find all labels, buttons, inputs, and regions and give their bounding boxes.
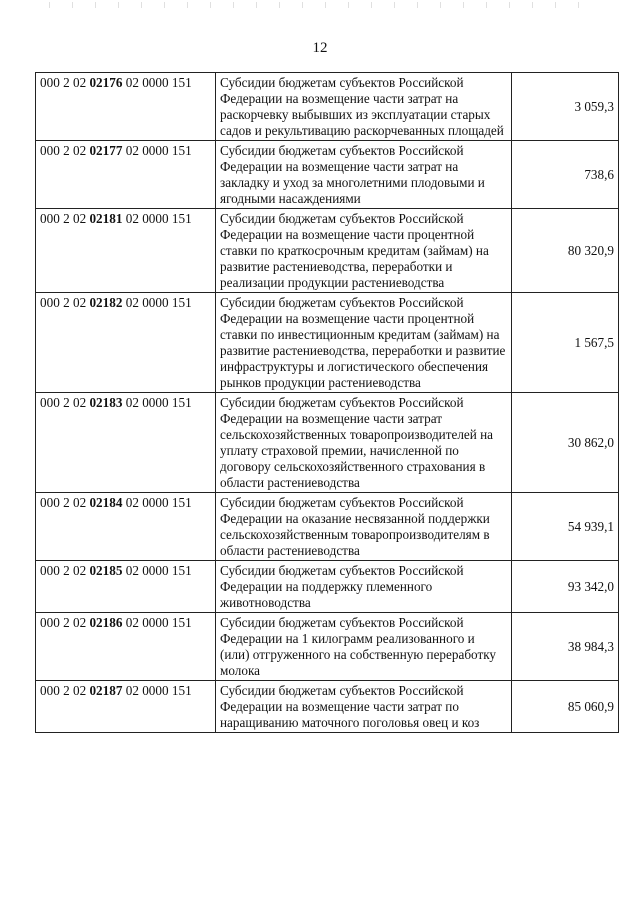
code-prefix: 000 2 02	[40, 615, 90, 630]
code-bold-part: 02176	[89, 75, 123, 90]
amount-cell: 738,6	[512, 141, 619, 209]
code-bold-part: 02183	[89, 395, 123, 410]
code-prefix: 000 2 02	[40, 211, 90, 226]
code-suffix: 02 0000 151	[122, 615, 192, 630]
table-row	[36, 209, 619, 293]
table-row	[36, 73, 619, 141]
code-prefix: 000 2 02	[40, 75, 90, 90]
amount-cell: 1 567,5	[512, 293, 619, 393]
code-bold-part: 02187	[89, 683, 123, 698]
table-row	[36, 293, 619, 393]
scan-artifact	[40, 2, 580, 8]
budget-code-cell	[36, 561, 216, 613]
budget-code-cell	[36, 681, 216, 733]
code-bold-part: 02181	[89, 211, 123, 226]
code-suffix: 02 0000 151	[122, 75, 192, 90]
amount-cell: 80 320,9	[512, 209, 619, 293]
code-prefix: 000 2 02	[40, 683, 90, 698]
code-suffix: 02 0000 151	[122, 683, 192, 698]
budget-code-cell	[36, 73, 216, 141]
table-row	[36, 681, 619, 733]
amount-cell: 85 060,9	[512, 681, 619, 733]
code-bold-part: 02186	[89, 615, 123, 630]
code-bold-part: 02184	[89, 495, 123, 510]
amount-cell: 3 059,3	[512, 73, 619, 141]
table-row	[36, 561, 619, 613]
table-row	[36, 141, 619, 209]
budget-code-cell	[36, 393, 216, 493]
subsidy-name-cell: Субсидии бюджетам субъектов Российской Федерации на 1 килограмм реализованного и (или) отгруженного на собственную переработку молока	[216, 613, 512, 681]
code-prefix: 000 2 02	[40, 495, 90, 510]
budget-code-cell	[36, 493, 216, 561]
code-suffix: 02 0000 151	[122, 143, 192, 158]
table-row	[36, 393, 619, 493]
amount-cell: 93 342,0	[512, 561, 619, 613]
budget-code-cell	[36, 141, 216, 209]
budget-code-cell	[36, 209, 216, 293]
subsidy-name-cell: Субсидии бюджетам субъектов Российской Федерации на возмещение части затрат сельскохозяйственных товаропроизводителей на уплату страховой премии, начисленной по договору сельскохозяйственного страхования в области растениеводства	[216, 393, 512, 493]
subsidy-name-cell: Субсидии бюджетам субъектов Российской Федерации на возмещение части процентной ставки по инвестиционным кредитам (займам) на развитие растениеводства, переработки и развитие инфраструктуры и логистического обеспечения рынков продукции растениеводства	[216, 293, 512, 393]
code-suffix: 02 0000 151	[122, 295, 192, 310]
code-suffix: 02 0000 151	[122, 395, 192, 410]
code-prefix: 000 2 02	[40, 295, 90, 310]
table-row	[36, 493, 619, 561]
subsidy-name-cell: Субсидии бюджетам субъектов Российской Федерации на возмещение части затрат на закладку и уход за многолетними плодовыми и ягодными насаждениями	[216, 141, 512, 209]
code-prefix: 000 2 02	[40, 563, 90, 578]
amount-cell: 38 984,3	[512, 613, 619, 681]
subsidy-name-cell: Субсидии бюджетам субъектов Российской Федерации на поддержку племенного животноводства	[216, 561, 512, 613]
code-bold-part: 02182	[89, 295, 123, 310]
subsidy-name-cell: Субсидии бюджетам субъектов Российской Федерации на возмещение части затрат по наращиванию маточного поголовья овец и коз	[216, 681, 512, 733]
subsidy-name-cell: Субсидии бюджетам субъектов Российской Федерации на возмещение части процентной ставки по краткосрочным кредитам (займам) на развитие растениеводства, переработки и реализации продукции растениеводства	[216, 209, 512, 293]
subsidy-name-cell: Субсидии бюджетам субъектов Российской Федерации на возмещение части затрат на раскорчевку выбывших из эксплуатации старых садов и рекультивацию раскорчеванных площадей	[216, 73, 512, 141]
code-suffix: 02 0000 151	[122, 495, 192, 510]
subsidy-name-cell: Субсидии бюджетам субъектов Российской Федерации на оказание несвязанной поддержки сельскохозяйственным товаропроизводителям в области растениеводства	[216, 493, 512, 561]
code-suffix: 02 0000 151	[122, 211, 192, 226]
table-row	[36, 613, 619, 681]
code-prefix: 000 2 02	[40, 143, 90, 158]
page-number: 12	[312, 40, 328, 56]
amount-cell: 54 939,1	[512, 493, 619, 561]
code-bold-part: 02177	[89, 143, 123, 158]
budget-code-cell	[36, 613, 216, 681]
budget-code-table	[35, 72, 619, 733]
budget-code-cell	[36, 293, 216, 393]
amount-cell: 30 862,0	[512, 393, 619, 493]
code-prefix: 000 2 02	[40, 395, 90, 410]
code-suffix: 02 0000 151	[122, 563, 192, 578]
code-bold-part: 02185	[89, 563, 123, 578]
